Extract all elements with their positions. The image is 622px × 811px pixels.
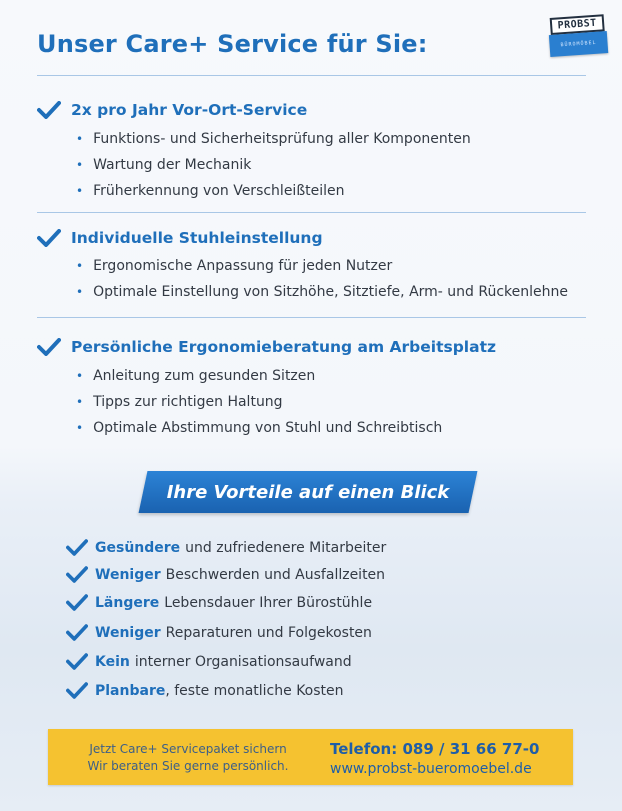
section-heading-ergonomieberatung [37, 338, 496, 356]
footer-cta-line1: Jetzt Care+ Servicepaket sichern [89, 742, 287, 756]
phone-number[interactable]: Telefon: 089 / 31 66 77-0 [330, 740, 540, 758]
list-item: • Früherkennung von Verschleißteilen [76, 183, 345, 199]
logo-tagline: BÜROMÖBEL [549, 31, 608, 57]
benefit-item [66, 682, 344, 699]
divider [37, 317, 586, 318]
checkmark-icon [66, 539, 88, 556]
checkmark-icon [66, 566, 88, 583]
probst-logo [548, 12, 611, 60]
section-heading-label: Persönliche Ergonomieberatung am Arbeitsplatz [71, 338, 497, 356]
section-heading-label: 2x pro Jahr Vor-Ort-Service [71, 101, 308, 119]
benefit-text: Lebensdauer Ihrer Bürostühle [164, 594, 373, 611]
checkmark-icon [37, 101, 61, 119]
list-item: • Optimale Abstimmung von Stuhl und Schreibtisch [76, 420, 442, 436]
contact-footer [48, 729, 573, 785]
list-item: • Ergonomische Anpassung für jeden Nutzer [76, 258, 392, 274]
benefit-item [66, 594, 372, 611]
checkmark-icon [66, 594, 88, 611]
benefit-item [66, 653, 352, 670]
benefit-text: Reparaturen und Folgekosten [165, 624, 372, 641]
benefit-keyword: Kein [95, 653, 130, 670]
checkmark-icon [66, 653, 88, 670]
logo-wordmark: PROBST [550, 14, 605, 35]
benefit-keyword: Planbare [95, 682, 166, 699]
checkmark-icon [37, 229, 61, 247]
checkmark-icon [66, 682, 88, 699]
section-heading-vor-ort-service [37, 101, 307, 119]
list-item: • Tipps zur richtigen Haltung [76, 394, 283, 410]
footer-cta [48, 741, 328, 775]
divider [37, 212, 586, 213]
checkmark-icon [37, 338, 61, 356]
website-link[interactable]: www.probst-bueromoebel.de [330, 761, 532, 777]
benefit-text: und zufriedenere Mitarbeiter [185, 539, 387, 556]
list-item: • Funktions- und Sicherheitsprüfung aller Komponenten [76, 131, 471, 147]
section-heading-label: Individuelle Stuhleinstellung [71, 229, 323, 247]
benefit-keyword: Längere [95, 594, 160, 611]
list-item: • Optimale Einstellung von Sitzhöhe, Sitztiefe, Arm- und Rückenlehne [76, 284, 568, 300]
benefit-keyword: Weniger [95, 566, 161, 583]
footer-contact [330, 739, 560, 779]
benefit-item [66, 566, 385, 583]
benefit-keyword: Weniger [95, 624, 161, 641]
checkmark-icon [66, 624, 88, 641]
benefit-text: interner Organisationsaufwand [134, 653, 352, 670]
page-title: Unser Care+ Service für Sie: [37, 30, 428, 58]
list-item: • Wartung der Mechanik [76, 157, 251, 173]
divider [37, 75, 586, 76]
list-item: • Anleitung zum gesunden Sitzen [76, 368, 315, 384]
footer-cta-line2: Wir beraten Sie gerne persönlich. [87, 759, 289, 773]
benefits-banner [143, 471, 473, 513]
banner-title: Ihre Vorteile auf einen Blick [166, 481, 450, 503]
benefit-item [66, 539, 386, 556]
benefit-keyword: Gesündere [95, 539, 181, 556]
benefit-text: , feste monatliche Kosten [165, 682, 344, 699]
section-heading-stuhleinstellung [37, 229, 323, 247]
benefit-text: Beschwerden und Ausfallzeiten [165, 566, 386, 583]
benefit-item [66, 624, 372, 641]
